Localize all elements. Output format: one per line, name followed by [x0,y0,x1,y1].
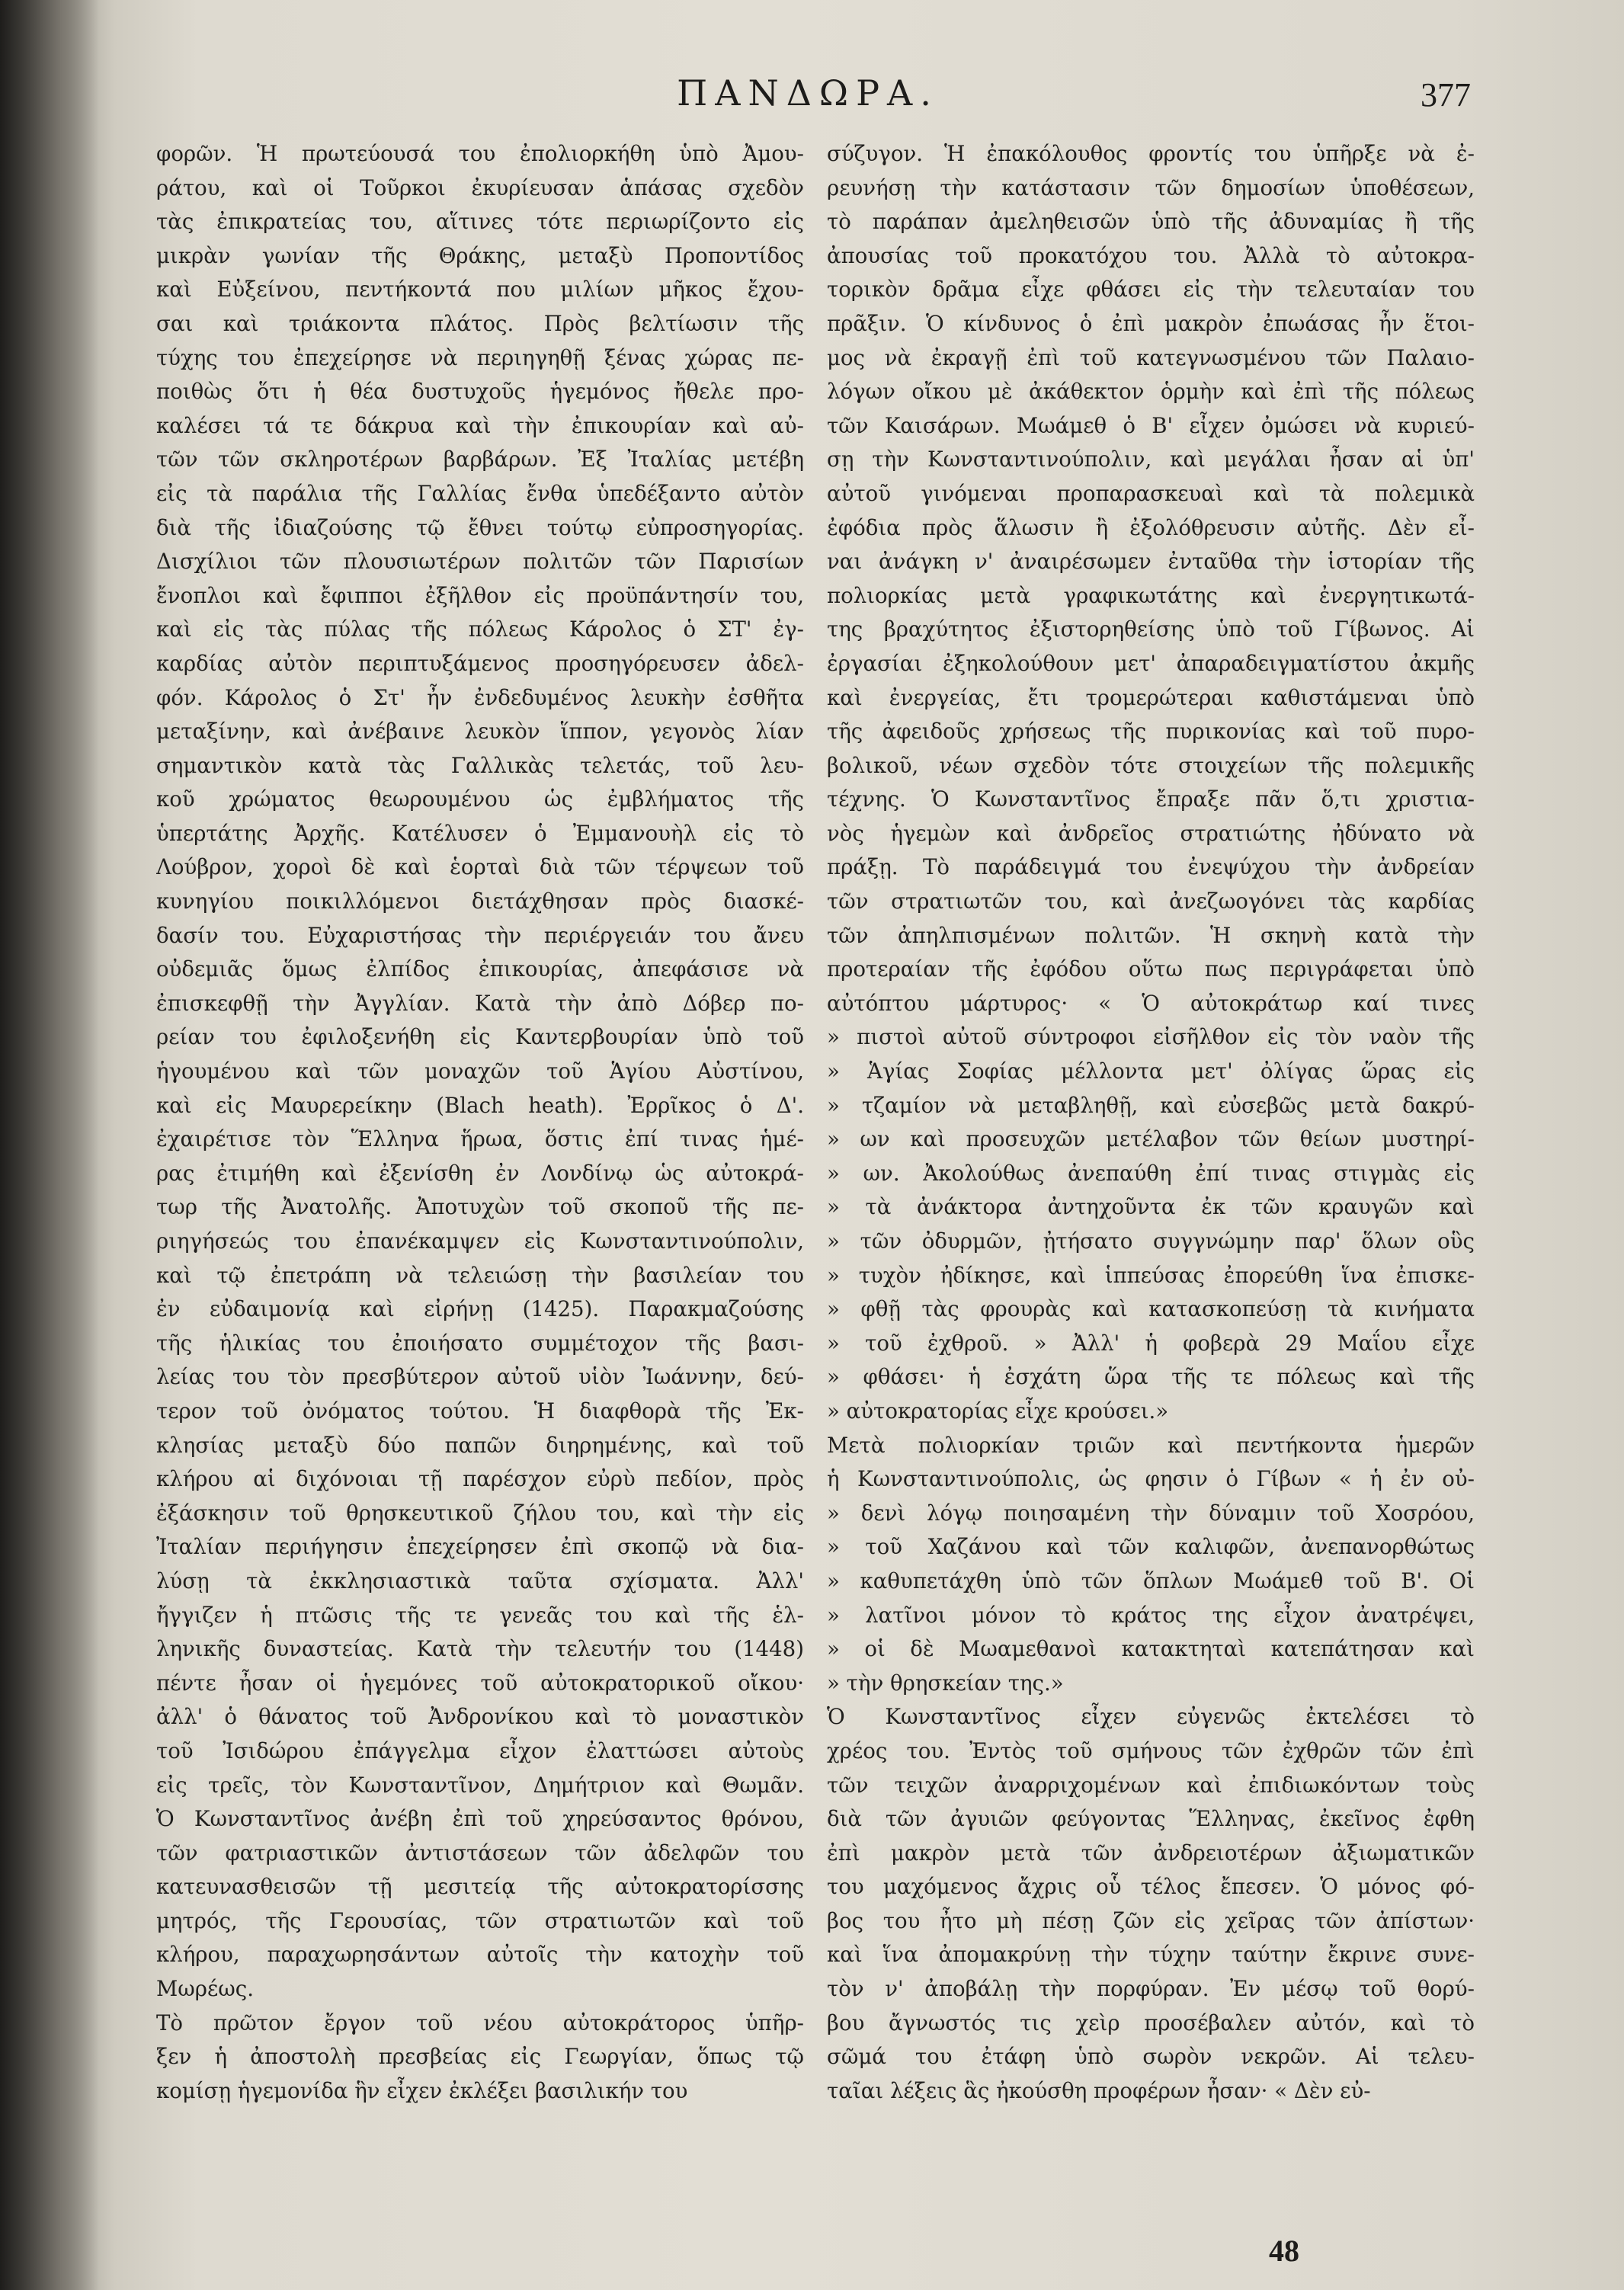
text-line: αὐτόπτου μάρτυρος· « Ὁ αὐτοκράτωρ καί τινες [827,990,1475,1016]
text-line: » φθῇ τὰς φρουρὰς καὶ κατασκοπεύσῃ τὰ κινήματα [827,1296,1475,1322]
text-line: βου ἄγνωστός τις χεὶρ προσέβαλεν αὐτόν, καὶ τὸ [827,2010,1475,2035]
text-line: » τοῦ Χαζάνου καὶ τῶν καλιφῶν, ἀνεπανορθώτως [827,1534,1475,1560]
running-head [152,72,1471,126]
text-line: μεταξίνην, καὶ ἀνέβαινε λευκὸν ἵππον, γεγονὸς λίαν [156,719,804,745]
text-line: κλήρου αἱ διχόνοιαι τῇ παρέσχον εὐρὺ πεδίον, πρὸς [156,1466,804,1492]
text-line: Ὁ Κωνσταντῖνος εἶχεν εὐγενῶς ἐκτελέσει τὸ [827,1704,1475,1730]
text-line: ἤγγιζεν ἡ πτῶσις τῆς τε γενεᾶς του καὶ τῆς ἑλ- [156,1602,804,1628]
text-line: » δενὶ λόγῳ ποιησαμένη τὴν δύναμιν τοῦ Χοσρόου, [827,1500,1475,1526]
text-line: διὰ τῶν ἀγυιῶν φεύγοντας Ἕλληνας, ἐκεῖνος ἐφθη [827,1806,1475,1832]
text-line: βος του ἦτο μὴ πέσῃ ζῶν εἰς χεῖρας τῶν ἀπίστων· [827,1907,1475,1933]
text-line: μικρὰν γωνίαν τῆς Θράκης, μεταξὺ Προποντίδος [156,242,804,268]
text-line: ἐφόδια πρὸς ἅλωσιν ἢ ἐξολόθρευσιν αὐτῆς. Δὲν εἶ- [827,514,1475,540]
text-line: κλήρου, παραχωρησάντων αὐτοῖς τὴν κατοχὴν τοῦ [156,1942,804,1968]
text-line: τὰς ἐπικρατείας του, αἵτινες τότε περιωρίζοντο εἰς [156,209,804,235]
text-line: τωρ τῆς Ἀνατολῆς. Ἀποτυχὼν τοῦ σκοποῦ τῆς πε- [156,1194,804,1220]
text-line: τύχης του ἐπεχείρησε νὰ περιηγηθῇ ξένας χώρας πε- [156,344,804,370]
text-line: ναι ἀνάγκη ν' ἀναιρέσωμεν ἐνταῦθα τὴν ἱστορίαν τῆς [827,549,1475,575]
text-line: καὶ Εὐξείνου, πεντήκοντά που μιλίων μῆκος ἔχου- [156,277,804,303]
text-line: » λατῖνοι μόνον τὸ κράτος της εἶχον ἀνατρέψει, [827,1602,1475,1628]
text-line: ληνικῆς δυναστείας. Κατὰ τὴν τελευτήν του (1448) [156,1636,804,1662]
text-line: φόν. Κάρολος ὁ Στ' ἦν ἐνδεδυμένος λευκὴν ἐσθῆτα [156,684,804,710]
text-line: πέντε ἦσαν οἱ ἡγεμόνες τοῦ αὐτοκρατορικοῦ οἴκου· [156,1670,804,1696]
text-line: τὸ παράπαν ἀμεληθεισῶν ὑπὸ τῆς ἀδυναμίας ἢ τῆς [827,209,1475,235]
text-line: ποιθὼς ὅτι ἡ θέα δυστυχοῦς ἡγεμόνος ἤθελε προ- [156,379,804,405]
text-line: καὶ ἐνεργείας, ἔτι τρομερώτεραι καθιστάμεναι ὑπὸ [827,684,1475,710]
text-line: κλησίας μεταξὺ δύο παπῶν διηρημένης, καὶ τοῦ [156,1432,804,1458]
text-line: νὸς ἡγεμὼν καὶ ἀνδρεῖος στρατιώτης ἠδύνατο νὰ [827,820,1475,846]
text-line: λύσῃ τὰ ἐκκλησιαστικὰ ταῦτα σχίσματα. Ἀλλ' [156,1568,804,1593]
text-line: ἐπὶ μακρὸν μετὰ τῶν ἀνδρειοτέρων ἀξιωματικῶν [827,1840,1475,1866]
text-line: τὸν ν' ἀποβάλῃ τὴν πορφύραν. Ἐν μέσῳ τοῦ θορύ- [827,1976,1475,2002]
text-line: ξεν ἡ ἀποστολὴ πρεσβείας εἰς Γεωργίαν, ὅπως τῷ [156,2044,804,2070]
text-line: πράξῃ. Τὸ παράδειγμά του ἐνεψύχου τὴν ἀνδρείαν [827,854,1475,880]
book-gutter-shadow [0,0,99,2290]
left-text-column [156,137,804,2108]
text-line: » ων. Ἀκολούθως ἀνεπαύθη ἐπί τινας στιγμὰς εἰς [827,1160,1475,1186]
text-line: τῶν ἀπηλπισμένων πολιτῶν. Ἡ σκηνὴ κατὰ τὴν [827,922,1475,948]
right-text-column [827,137,1475,2108]
text-line: » τζαμίον νὰ μεταβληθῇ, καὶ εὐσεβῶς μετὰ δακρύ- [827,1092,1475,1118]
text-line: ἐν εὐδαιμονίᾳ καὶ εἰρήνῃ (1425). Παρακμαζούσης [156,1296,804,1322]
page-number: 377 [1421,76,1471,114]
text-line: πρᾶξιν. Ὁ κίνδυνος ὁ ἐπὶ μακρὸν ἐπωάσας ἦν ἕτοι- [827,310,1475,336]
text-line: » πιστοὶ αὐτοῦ σύντροφοι εἰσῆλθον εἰς τὸν ναὸν τῆς [827,1024,1475,1050]
text-line: καὶ εἰς τὰς πύλας τῆς πόλεως Κάρολος ὁ ΣΤ' ἐγ- [156,617,804,642]
text-line: βολικοῦ, νέων σχεδὸν τότε στοιχείων τῆς πολεμικῆς [827,752,1475,778]
text-line: ρευνήσῃ τὴν κατάστασιν τῶν δημοσίων ὑποθέσεων, [827,175,1475,200]
text-line: ἐχαιρέτισε τὸν Ἕλληνα ἥρωα, ὅστις ἐπί τινας ἡμέ- [156,1126,804,1152]
text-line: προτεραίαν τῆς ἐφόδου οὕτω πως περιγράφεται ὑπὸ [827,956,1475,982]
text-line: ρας ἐτιμήθη καὶ ἐξενίσθη ἐν Λονδίνῳ ὡς αὐτοκρά- [156,1160,804,1186]
text-line: καρδίας αὐτὸν περιπτυξάμενος προσηγόρευσεν ἀδελ- [156,650,804,676]
text-line: καὶ ἵνα ἀπομακρύνῃ τὴν τύχην ταύτην ἔκρινε συνε- [827,1942,1475,1968]
text-line: ἐπισκεφθῇ τὴν Ἀγγλίαν. Κατὰ τὴν ἀπὸ Δόβερ πο- [156,990,804,1016]
text-line: μητρός, τῆς Γερουσίας, τῶν στρατιωτῶν καὶ τοῦ [156,1907,804,1933]
text-line: διὰ τῆς ἰδιαζούσης τῷ ἔθνει τούτῳ εὐπροσηγορίας. [156,514,804,540]
text-line: φορῶν. Ἡ πρωτεύουσά του ἐπολιορκήθη ὑπὸ Ἀμου- [156,141,804,166]
text-line: τέχνης. Ὁ Κωνσταντῖνος ἔπραξε πᾶν ὅ,τι χριστια- [827,786,1475,812]
text-line: » τὰ ἀνάκτορα ἀντηχοῦντα ἐκ τῶν κραυγῶν καὶ [827,1194,1475,1220]
signature-mark: 48 [1269,2234,1299,2268]
text-line: ἡγουμένου καὶ τῶν μοναχῶν τοῦ Ἁγίου Αὐστίνου, [156,1059,804,1084]
text-line: τορικὸν δρᾶμα εἶχε φθάσει εἰς τὴν τελευταίαν του [827,277,1475,303]
text-line: δασίν του. Εὐχαριστήσας τὴν περιέργειάν του ἄνευ [156,922,804,948]
text-line: κοῦ χρώματος θεωρουμένου ὡς ἐμβλήματος τῆς [156,786,804,812]
text-line: τῆς ἡλικίας του ἐποιήσατο συμμέτοχον τῆς βασι- [156,1330,804,1356]
text-line: οὐδεμιᾶς ὅμως ἐλπίδος ἐπικουρίας, ἀπεφάσισε νὰ [156,956,804,982]
text-line: ἐξάσκησιν τοῦ θρησκευτικοῦ ζήλου του, καὶ τὴν εἰς [156,1500,804,1526]
text-line: τῶν Καισάρων. Μωάμεθ ὁ Β' εἶχεν ὀμώσει νὰ κυριεύ- [827,412,1475,438]
text-line: Τὸ πρῶτον ἔργον τοῦ νέου αὐτοκράτορος ὑπῆρ- [156,2010,804,2035]
text-line: » αὐτοκρατορίας εἶχε κρούσει.» [827,1398,1169,1424]
text-line: κυνηγίου ποικιλλόμενοι διετάχθησαν πρὸς διασκέ- [156,889,804,914]
text-line: καὶ τῷ ἐπετράπη νὰ τελειώσῃ τὴν βασιλείαν του [156,1262,804,1288]
text-line: εἰς τρεῖς, τὸν Κωνσταντῖνον, Δημήτριον καὶ Θωμᾶν. [156,1772,804,1798]
text-line: του μαχόμενος ἄχρις οὗ τέλος ἔπεσεν. Ὁ μόνος φό- [827,1874,1475,1900]
text-line: ράτου, καὶ οἱ Τοῦρκοι ἐκυρίευσαν ἁπάσας σχεδὸν [156,175,804,200]
text-line: τῶν φατριαστικῶν ἀντιστάσεων τῶν ἀδελφῶν του [156,1840,804,1866]
text-line: Δισχίλιοι τῶν πλουσιωτέρων πολιτῶν τῶν Παρισίων [156,549,804,575]
text-line: τῶν τειχῶν ἀναρριχομένων καὶ ἐπιδιωκόντων τοὺς [827,1772,1475,1798]
text-line: σύζυγον. Ἡ ἐπακόλουθος φροντίς του ὑπῆρξε νὰ ἐ- [827,141,1475,166]
text-line: » καθυπετάχθη ὑπὸ τῶν ὅπλων Μωάμεθ τοῦ Β'. Οἱ [827,1568,1475,1593]
text-line: » τῶν ὀδυρμῶν, ᾐτήσατο συγγνώμην παρ' ὅλων οὓς [827,1228,1475,1254]
text-line: τῶν τῶν σκληροτέρων βαρβάρων. Ἐξ Ἰταλίας μετέβη [156,447,804,472]
text-line: κατευνασθεισῶν τῇ μεσιτείᾳ τῆς αὐτοκρατορίσσης [156,1874,804,1900]
text-line: σημαντικὸν κατὰ τὰς Γαλλικὰς τελετάς, τοῦ λευ- [156,752,804,778]
text-line: ἡ Κωνσταντινούπολις, ὡς φησιν ὁ Γίβων « ἡ ἐν οὐ- [827,1466,1475,1492]
text-line: ὑπερτάτης Ἀρχῆς. Κατέλυσεν ὁ Ἐμμανουὴλ εἰς τὸ [156,820,804,846]
journal-title: ΠΑΝΔΩΡΑ. [677,72,939,114]
text-line: τῆς ἀφειδοῦς χρήσεως τῆς πυρικονίας καὶ τοῦ πυρο- [827,719,1475,745]
text-line: καὶ εἰς Μαυρερείκην (Blach heath). Ἐρρῖκος ὁ Δ'. [156,1092,804,1118]
text-line: Ὁ Κωνσταντῖνος ἀνέβη ἐπὶ τοῦ χηρεύσαντος θρόνου, [156,1806,804,1832]
text-line: » τυχὸν ἠδίκησε, καὶ ἱππεύσας ἐπορεύθη ἵνα ἐπισκε- [827,1262,1475,1288]
text-line: της βραχύτητος ἐξιστορηθείσης ὑπὸ τοῦ Γίβωνος. Αἱ [827,617,1475,642]
text-line: ἀλλ' ὁ θάνατος τοῦ Ἀνδρονίκου καὶ τὸ μοναστικὸν [156,1704,804,1730]
text-line: ρείαν του ἐφιλοξενήθη εἰς Καντερβουρίαν ὑπὸ τοῦ [156,1024,804,1050]
text-line: » τὴν θρησκείαν της.» [827,1670,1064,1696]
text-line: τῶν στρατιωτῶν του, καὶ ἀνεζωογόνει τὰς καρδίας [827,889,1475,914]
text-line: τοῦ Ἰσιδώρου ἐπάγγελμα εἶχον ἐλαττώσει αὐτοὺς [156,1738,804,1763]
text-line: » ων καὶ προσευχῶν μετέλαβον τῶν θείων μυστηρί- [827,1126,1475,1152]
text-line: ἔνοπλοι καὶ ἔφιπποι ἐξῆλθον εἰς προϋπάντησίν του, [156,582,804,608]
text-line: κομίσῃ ἡγεμονίδα ἣν εἶχεν ἐκλέξει βασιλικήν του [156,2077,688,2103]
text-line: χρέος του. Ἐντὸς τοῦ σμήνους τῶν ἐχθρῶν τῶν ἐπὶ [827,1738,1475,1763]
text-line: σαι καὶ τριάκοντα πλάτος. Πρὸς βελτίωσιν τῆς [156,310,804,336]
text-line: Μωρέως. [156,1976,254,2002]
text-line: σῶμά του ἐτάφη ὑπὸ σωρὸν νεκρῶν. Αἱ τελευ- [827,2044,1475,2070]
text-line: ταῖαι λέξεις ἃς ἠκούσθη προφέρων ἦσαν· « Δὲν εὐ- [827,2077,1371,2103]
text-line: σῃ τὴν Κωνσταντινούπολιν, καὶ μεγάλαι ἦσαν αἱ ὑπ' [827,447,1475,472]
text-line: » οἱ δὲ Μωαμεθανοὶ κατακτηταὶ κατεπάτησαν καὶ [827,1636,1475,1662]
text-line: ἀπουσίας τοῦ προκατόχου του. Ἀλλὰ τὸ αὐτοκρα- [827,242,1475,268]
text-line: Μετὰ πολιορκίαν τριῶν καὶ πεντήκοντα ἡμερῶν [827,1432,1475,1458]
text-line: λόγων οἴκου μὲ ἀκάθεκτον ὁρμὴν καὶ ἐπὶ τῆς πόλεως [827,379,1475,405]
text-line: εἰς τὰ παράλια τῆς Γαλλίας ἔνθα ὑπεδέξαντο αὐτὸν [156,480,804,506]
text-line: Ἰταλίαν περιήγησιν ἐπεχείρησεν ἐπὶ σκοπῷ νὰ δια- [156,1534,804,1560]
text-line: Λούβρον, χοροὶ δὲ καὶ ἑορταὶ διὰ τῶν τέρψεων τοῦ [156,854,804,880]
text-line: λείας του τὸν πρεσβύτερον αὐτοῦ υἱὸν Ἰωάννην, δεύ- [156,1364,804,1390]
text-line: μος νὰ ἐκραγῇ ἐπὶ τοῦ κατεγνωσμένου τῶν Παλαιο- [827,344,1475,370]
text-line: καλέσει τά τε δάκρυα καὶ τὴν ἐπικουρίαν καὶ αὐ- [156,412,804,438]
text-line: πολιορκίας μετὰ γραφικωτάτης καὶ ἐνεργητικωτά- [827,582,1475,608]
text-line: ἐργασίαι ἐξηκολούθουν μετ' ἀπαραδειγματίστου ἀκμῆς [827,650,1475,676]
text-line: » Ἁγίας Σοφίας μέλλοντα μετ' ὀλίγας ὥρας εἰς [827,1059,1475,1084]
text-line: » φθάσει· ἡ ἐσχάτη ὥρα τῆς τε πόλεως καὶ τῆς [827,1364,1475,1390]
text-line: τερον τοῦ ὀνόματος τούτου. Ἡ διαφθορὰ τῆς Ἐκ- [156,1398,804,1424]
text-line: αὐτοῦ γινόμεναι προπαρασκευαὶ καὶ τὰ πολεμικὰ [827,480,1475,506]
text-line: ριηγήσεώς του ἐπανέκαμψεν εἰς Κωνσταντινούπολιν, [156,1228,804,1254]
text-line: » τοῦ ἐχθροῦ. » Ἀλλ' ἡ φοβερὰ 29 Μαΐου εἶχε [827,1330,1475,1356]
